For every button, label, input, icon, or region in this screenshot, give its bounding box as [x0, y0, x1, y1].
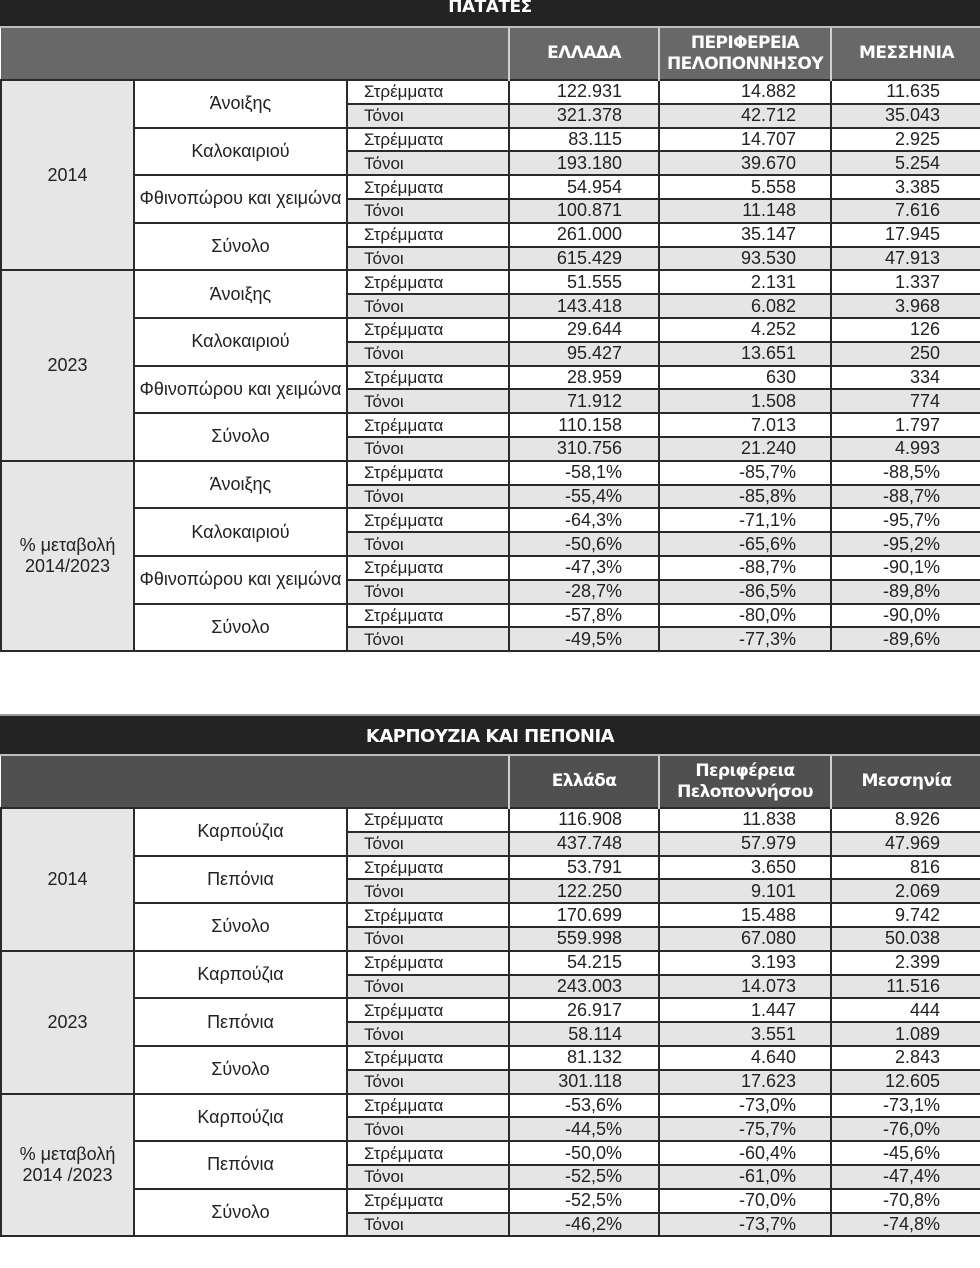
- value-greece: -47,3%: [509, 556, 659, 580]
- table-row: [1, 128, 980, 152]
- value-region: 3.193: [659, 951, 831, 975]
- table-row: [1, 461, 980, 485]
- table-row: [1, 1094, 980, 1118]
- value-greece: 170.699: [509, 903, 659, 927]
- value-greece: 83.115: [509, 128, 659, 152]
- row-subgroup-label: Καλοκαιριού: [134, 128, 347, 176]
- unit-label: Τόνοι: [347, 1165, 509, 1189]
- value-greece: 116.908: [509, 808, 659, 832]
- value-region: -70,0%: [659, 1189, 831, 1213]
- table-row: [1, 366, 980, 390]
- value-region: 67.080: [659, 927, 831, 951]
- value-region: 14.073: [659, 975, 831, 999]
- value-region: -65,6%: [659, 532, 831, 556]
- value-messinia: 4.993: [831, 437, 980, 461]
- value-region: -85,8%: [659, 485, 831, 509]
- unit-label: Τόνοι: [347, 104, 509, 128]
- value-messinia: 7.616: [831, 199, 980, 223]
- value-greece: -50,0%: [509, 1141, 659, 1165]
- value-region: -88,7%: [659, 556, 831, 580]
- value-region: -73,7%: [659, 1213, 831, 1237]
- header-row: [1, 28, 980, 80]
- unit-label: Τόνοι: [347, 879, 509, 903]
- value-region: 7.013: [659, 413, 831, 437]
- unit-label: Τόνοι: [347, 1070, 509, 1094]
- unit-label: Στρέμματα: [347, 366, 509, 390]
- row-subgroup-label: Σύνολο: [134, 413, 347, 461]
- table-row: [1, 413, 980, 437]
- row-subgroup-label: Καρπούζια: [134, 808, 347, 856]
- value-greece: 301.118: [509, 1070, 659, 1094]
- table-row: [1, 808, 980, 832]
- value-messinia: 11.635: [831, 80, 980, 104]
- row-group-label: 2014: [1, 80, 134, 270]
- value-greece: -55,4%: [509, 485, 659, 509]
- value-region: 1.508: [659, 389, 831, 413]
- table-row: [1, 1046, 980, 1070]
- value-messinia: -88,5%: [831, 461, 980, 485]
- value-messinia: 2.069: [831, 879, 980, 903]
- value-greece: 310.756: [509, 437, 659, 461]
- value-greece: 243.003: [509, 975, 659, 999]
- row-subgroup-label: Σύνολο: [134, 1046, 347, 1094]
- table-row: [1, 175, 980, 199]
- row-subgroup-label: Καλοκαιριού: [134, 318, 347, 366]
- column-header-greece: Ελλάδα: [509, 756, 659, 808]
- value-messinia: -47,4%: [831, 1165, 980, 1189]
- unit-label: Στρέμματα: [347, 604, 509, 628]
- table-row: [1, 80, 980, 104]
- value-messinia: -90,1%: [831, 556, 980, 580]
- header-row: [1, 756, 980, 808]
- value-messinia: 50.038: [831, 927, 980, 951]
- value-region: 14.882: [659, 80, 831, 104]
- table-row: [1, 604, 980, 628]
- unit-label: Τόνοι: [347, 927, 509, 951]
- unit-label: Τόνοι: [347, 975, 509, 999]
- value-messinia: 1.797: [831, 413, 980, 437]
- value-region: -75,7%: [659, 1117, 831, 1141]
- value-messinia: -76,0%: [831, 1117, 980, 1141]
- value-greece: 28.959: [509, 366, 659, 390]
- value-region: 1.447: [659, 998, 831, 1022]
- value-messinia: 816: [831, 856, 980, 880]
- value-messinia: 1.089: [831, 1022, 980, 1046]
- value-greece: 437.748: [509, 832, 659, 856]
- value-region: 4.640: [659, 1046, 831, 1070]
- value-messinia: 3.968: [831, 294, 980, 318]
- row-subgroup-label: Σύνολο: [134, 604, 347, 652]
- row-subgroup-label: Άνοιξης: [134, 80, 347, 128]
- melons-table: [0, 756, 980, 1237]
- column-header-region-text: Περιφέρεια Πελοποννήσου: [677, 760, 813, 802]
- value-messinia: -95,7%: [831, 508, 980, 532]
- value-region: 2.131: [659, 270, 831, 294]
- value-greece: 100.871: [509, 199, 659, 223]
- unit-label: Στρέμματα: [347, 80, 509, 104]
- table-body: [1, 80, 980, 651]
- unit-label: Τόνοι: [347, 294, 509, 318]
- value-greece: -44,5%: [509, 1117, 659, 1141]
- row-group-label: % μεταβολή 2014 /2023: [1, 1094, 134, 1237]
- value-messinia: 334: [831, 366, 980, 390]
- potatoes-table: [0, 28, 980, 652]
- row-subgroup-label: Σύνολο: [134, 1189, 347, 1237]
- row-group-label: 2014: [1, 808, 134, 951]
- value-greece: 615.429: [509, 247, 659, 271]
- value-greece: -50,6%: [509, 532, 659, 556]
- unit-label: Τόνοι: [347, 485, 509, 509]
- value-greece: 261.000: [509, 223, 659, 247]
- unit-label: Στρέμματα: [347, 556, 509, 580]
- unit-label: Τόνοι: [347, 580, 509, 604]
- unit-label: Τόνοι: [347, 1022, 509, 1046]
- melons-table-section: [0, 714, 980, 1237]
- value-region: -80,0%: [659, 604, 831, 628]
- value-region: -86,5%: [659, 580, 831, 604]
- value-greece: 122.250: [509, 879, 659, 903]
- value-greece: 143.418: [509, 294, 659, 318]
- value-greece: 110.158: [509, 413, 659, 437]
- value-messinia: 17.945: [831, 223, 980, 247]
- value-greece: 58.114: [509, 1022, 659, 1046]
- table-row: [1, 223, 980, 247]
- value-greece: 71.912: [509, 389, 659, 413]
- value-region: 14.707: [659, 128, 831, 152]
- value-region: 15.488: [659, 903, 831, 927]
- unit-label: Τόνοι: [347, 342, 509, 366]
- value-greece: 51.555: [509, 270, 659, 294]
- unit-label: Στρέμματα: [347, 903, 509, 927]
- value-messinia: -89,8%: [831, 580, 980, 604]
- unit-label: Στρέμματα: [347, 270, 509, 294]
- value-region: 630: [659, 366, 831, 390]
- row-subgroup-label: Καλοκαιριού: [134, 508, 347, 556]
- value-greece: 193.180: [509, 151, 659, 175]
- value-region: 39.670: [659, 151, 831, 175]
- row-subgroup-label: Φθινοπώρου και χειμώνα: [134, 556, 347, 604]
- value-region: 35.147: [659, 223, 831, 247]
- column-header-region: [659, 28, 831, 80]
- unit-label: Τόνοι: [347, 1213, 509, 1237]
- table-title: ΠΑΤΑΤΕΣ: [0, 0, 980, 28]
- unit-label: Τόνοι: [347, 151, 509, 175]
- value-region: -77,3%: [659, 627, 831, 651]
- value-greece: -49,5%: [509, 627, 659, 651]
- value-messinia: 5.254: [831, 151, 980, 175]
- unit-label: Στρέμματα: [347, 318, 509, 342]
- value-messinia: 2.399: [831, 951, 980, 975]
- value-messinia: -73,1%: [831, 1094, 980, 1118]
- value-messinia: 9.742: [831, 903, 980, 927]
- value-greece: 53.791: [509, 856, 659, 880]
- value-greece: 29.644: [509, 318, 659, 342]
- unit-label: Στρέμματα: [347, 175, 509, 199]
- unit-label: Στρέμματα: [347, 1141, 509, 1165]
- unit-label: Στρέμματα: [347, 1094, 509, 1118]
- value-region: -60,4%: [659, 1141, 831, 1165]
- row-subgroup-label: Άνοιξης: [134, 461, 347, 509]
- value-messinia: -70,8%: [831, 1189, 980, 1213]
- column-header-messinia: Μεσσηνία: [831, 756, 980, 808]
- table-row: [1, 1189, 980, 1213]
- table-row: [1, 998, 980, 1022]
- value-messinia: 250: [831, 342, 980, 366]
- unit-label: Στρέμματα: [347, 808, 509, 832]
- value-region: 21.240: [659, 437, 831, 461]
- value-messinia: 3.385: [831, 175, 980, 199]
- row-subgroup-label: Φθινοπώρου και χειμώνα: [134, 175, 347, 223]
- value-region: 4.252: [659, 318, 831, 342]
- value-region: -73,0%: [659, 1094, 831, 1118]
- value-greece: 54.954: [509, 175, 659, 199]
- value-greece: 122.931: [509, 80, 659, 104]
- value-greece: -28,7%: [509, 580, 659, 604]
- value-messinia: -95,2%: [831, 532, 980, 556]
- value-greece: -57,8%: [509, 604, 659, 628]
- value-greece: -58,1%: [509, 461, 659, 485]
- value-region: 93.530: [659, 247, 831, 271]
- table-title: ΚΑΡΠΟΥΖΙΑ ΚΑΙ ΠΕΠΟΝΙΑ: [0, 714, 980, 756]
- unit-label: Τόνοι: [347, 199, 509, 223]
- unit-label: Στρέμματα: [347, 413, 509, 437]
- value-region: 3.650: [659, 856, 831, 880]
- value-region: -61,0%: [659, 1165, 831, 1189]
- unit-label: Τόνοι: [347, 1117, 509, 1141]
- value-messinia: 126: [831, 318, 980, 342]
- unit-label: Στρέμματα: [347, 1046, 509, 1070]
- unit-label: Στρέμματα: [347, 951, 509, 975]
- value-messinia: 8.926: [831, 808, 980, 832]
- table-row: [1, 951, 980, 975]
- value-messinia: 35.043: [831, 104, 980, 128]
- table-row: [1, 1141, 980, 1165]
- value-messinia: -89,6%: [831, 627, 980, 651]
- value-greece: -46,2%: [509, 1213, 659, 1237]
- unit-label: Στρέμματα: [347, 461, 509, 485]
- value-greece: -52,5%: [509, 1165, 659, 1189]
- row-group-label: 2023: [1, 270, 134, 460]
- header-blank: [1, 756, 509, 808]
- table-row: [1, 556, 980, 580]
- unit-label: Τόνοι: [347, 389, 509, 413]
- unit-label: Στρέμματα: [347, 508, 509, 532]
- value-region: 6.082: [659, 294, 831, 318]
- row-group-label: 2023: [1, 951, 134, 1094]
- value-messinia: -90,0%: [831, 604, 980, 628]
- value-messinia: 11.516: [831, 975, 980, 999]
- table-body: [1, 808, 980, 1236]
- value-messinia: -45,6%: [831, 1141, 980, 1165]
- value-messinia: -74,8%: [831, 1213, 980, 1237]
- table-row: [1, 508, 980, 532]
- value-messinia: 1.337: [831, 270, 980, 294]
- table-row: [1, 856, 980, 880]
- row-subgroup-label: Σύνολο: [134, 223, 347, 271]
- value-greece: 26.917: [509, 998, 659, 1022]
- value-region: 17.623: [659, 1070, 831, 1094]
- unit-label: Στρέμματα: [347, 998, 509, 1022]
- header-blank: [1, 28, 509, 80]
- value-region: 9.101: [659, 879, 831, 903]
- table-row: [1, 318, 980, 342]
- value-region: 5.558: [659, 175, 831, 199]
- row-subgroup-label: Πεπόνια: [134, 856, 347, 904]
- row-group-label: % μεταβολή 2014/2023: [1, 461, 134, 651]
- value-greece: 54.215: [509, 951, 659, 975]
- unit-label: Τόνοι: [347, 437, 509, 461]
- unit-label: Τόνοι: [347, 247, 509, 271]
- value-region: 13.651: [659, 342, 831, 366]
- column-header-messinia: ΜΕΣΣΗΝΙΑ: [831, 28, 980, 80]
- value-greece: 559.998: [509, 927, 659, 951]
- row-subgroup-label: Πεπόνια: [134, 1141, 347, 1189]
- value-region: -85,7%: [659, 461, 831, 485]
- value-messinia: 2.843: [831, 1046, 980, 1070]
- table-row: [1, 903, 980, 927]
- unit-label: Στρέμματα: [347, 128, 509, 152]
- row-subgroup-label: Καρπούζια: [134, 951, 347, 999]
- row-subgroup-label: Άνοιξης: [134, 270, 347, 318]
- value-greece: -64,3%: [509, 508, 659, 532]
- unit-label: Τόνοι: [347, 627, 509, 651]
- unit-label: Τόνοι: [347, 832, 509, 856]
- value-greece: -53,6%: [509, 1094, 659, 1118]
- value-greece: 81.132: [509, 1046, 659, 1070]
- value-messinia: -88,7%: [831, 485, 980, 509]
- value-messinia: 2.925: [831, 128, 980, 152]
- column-header-greece: ΕΛΛΑΔΑ: [509, 28, 659, 80]
- value-greece: 321.378: [509, 104, 659, 128]
- value-messinia: 12.605: [831, 1070, 980, 1094]
- unit-label: Στρέμματα: [347, 1189, 509, 1213]
- value-region: -71,1%: [659, 508, 831, 532]
- column-header-region: [659, 756, 831, 808]
- value-region: 11.838: [659, 808, 831, 832]
- value-greece: 95.427: [509, 342, 659, 366]
- table-row: [1, 270, 980, 294]
- value-messinia: 444: [831, 998, 980, 1022]
- row-subgroup-label: Πεπόνια: [134, 998, 347, 1046]
- value-region: 57.979: [659, 832, 831, 856]
- value-greece: -52,5%: [509, 1189, 659, 1213]
- unit-label: Στρέμματα: [347, 856, 509, 880]
- row-subgroup-label: Καρπούζια: [134, 1094, 347, 1142]
- column-header-region-text: ΠΕΡΙΦΕΡΕΙΑ ΠΕΛΟΠΟΝΝΗΣΟΥ: [667, 32, 823, 74]
- row-subgroup-label: Σύνολο: [134, 903, 347, 951]
- value-messinia: 47.969: [831, 832, 980, 856]
- value-messinia: 774: [831, 389, 980, 413]
- value-region: 42.712: [659, 104, 831, 128]
- value-region: 3.551: [659, 1022, 831, 1046]
- row-subgroup-label: Φθινοπώρου και χειμώνα: [134, 366, 347, 414]
- value-messinia: 47.913: [831, 247, 980, 271]
- unit-label: Τόνοι: [347, 532, 509, 556]
- unit-label: Στρέμματα: [347, 223, 509, 247]
- value-region: 11.148: [659, 199, 831, 223]
